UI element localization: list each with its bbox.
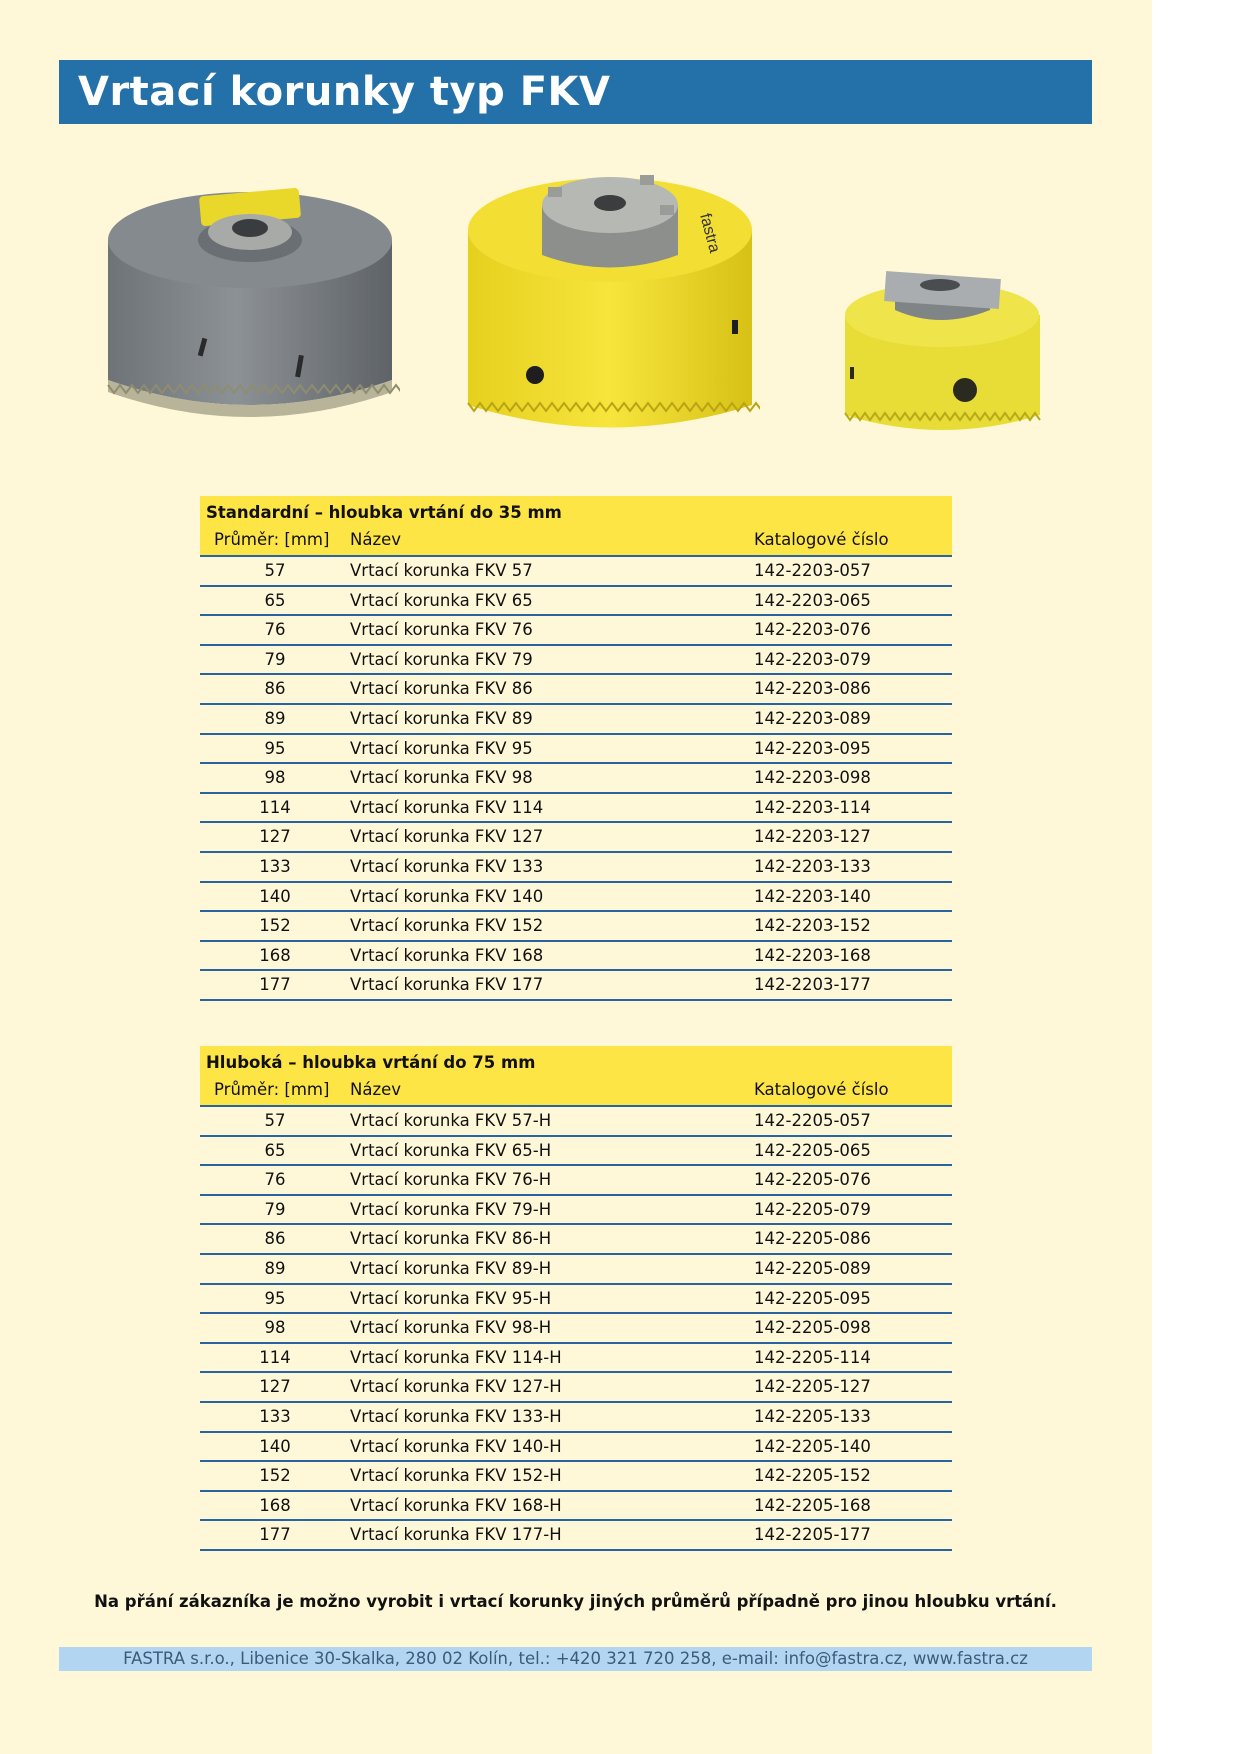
- table-standard: [200, 496, 952, 1001]
- cell-catalog-number: 142-2205-065: [754, 1140, 871, 1160]
- table-deep: [200, 1046, 952, 1551]
- cell-diameter: 86: [264, 1229, 286, 1249]
- table-row: [200, 764, 952, 794]
- cell-name: Vrtací korunka FKV 76: [350, 620, 533, 640]
- cell-name: Vrtací korunka FKV 95: [350, 738, 533, 758]
- cell-name: Vrtací korunka FKV 57-H: [350, 1111, 552, 1130]
- custom-order-note: Na přání zákazníka je možno vyrobit i vrtací korunky jiných průměrů případně pro jinou hloubku vrtání.: [94, 1592, 1057, 1611]
- cell-catalog-number: 142-2203-098: [754, 768, 871, 788]
- cell-catalog-number: 142-2203-086: [754, 679, 871, 699]
- table-row: [200, 1373, 952, 1403]
- table-row: [200, 1285, 952, 1315]
- table-standard-header: [200, 496, 952, 557]
- column-header-catalog: Katalogové číslo: [754, 530, 889, 549]
- gray-holesaw-image: [100, 180, 400, 420]
- fastra-label: fastra: [696, 211, 723, 255]
- cell-catalog-number: 142-2203-133: [754, 856, 871, 876]
- table-row: [200, 705, 952, 735]
- cell-diameter: 133: [259, 856, 291, 876]
- column-header-name: Název: [350, 530, 402, 549]
- cell-name: Vrtací korunka FKV 89: [350, 708, 533, 728]
- cell-diameter: 127: [259, 827, 291, 847]
- page-title: Vrtací korunky typ FKV: [78, 69, 611, 115]
- cell-catalog-number: 142-2203-177: [754, 975, 871, 995]
- cell-diameter: 98: [264, 768, 286, 788]
- cell-diameter: 95: [264, 738, 286, 758]
- cell-diameter: 57: [264, 561, 286, 580]
- table-standard-title: Standardní – hloubka vrtání do 35 mm: [206, 503, 562, 522]
- table-deep-column-headers: [200, 1077, 952, 1105]
- cell-name: Vrtací korunka FKV 177: [350, 975, 544, 995]
- table-row: [200, 883, 952, 913]
- cell-diameter: 76: [264, 1170, 286, 1190]
- title-bar: [59, 60, 1092, 124]
- cell-diameter: 57: [264, 1111, 286, 1130]
- table-row: [200, 1403, 952, 1433]
- cell-name: Vrtací korunka FKV 86: [350, 679, 533, 699]
- table-row: [200, 1344, 952, 1374]
- cell-catalog-number: 142-2203-095: [754, 738, 871, 758]
- table-row: [200, 1433, 952, 1463]
- table-row: [200, 587, 952, 617]
- cell-name: Vrtací korunka FKV 114: [350, 797, 544, 817]
- cell-diameter: 140: [259, 1436, 291, 1456]
- cell-diameter: 177: [259, 1525, 291, 1545]
- cell-catalog-number: 142-2203-152: [754, 916, 871, 936]
- cell-diameter: 152: [259, 916, 291, 936]
- cell-diameter: 95: [264, 1288, 286, 1308]
- yellow-small-holesaw-image: [840, 255, 1045, 445]
- column-header-diameter: Průměr: [mm]: [214, 1080, 330, 1099]
- cell-name: Vrtací korunka FKV 76-H: [350, 1170, 552, 1190]
- cell-name: Vrtací korunka FKV 152: [350, 916, 544, 936]
- cell-name: Vrtací korunka FKV 79: [350, 649, 533, 669]
- cell-diameter: 133: [259, 1406, 291, 1426]
- cell-name: Vrtací korunka FKV 98-H: [350, 1318, 552, 1338]
- table-row: [200, 1255, 952, 1285]
- cell-diameter: 114: [259, 1347, 291, 1367]
- cell-name: Vrtací korunka FKV 133-H: [350, 1406, 562, 1426]
- cell-name: Vrtací korunka FKV 152-H: [350, 1466, 562, 1486]
- cell-catalog-number: 142-2205-076: [754, 1170, 871, 1190]
- cell-name: Vrtací korunka FKV 65: [350, 590, 533, 610]
- column-header-diameter: Průměr: [mm]: [214, 530, 330, 549]
- cell-catalog-number: 142-2203-065: [754, 590, 871, 610]
- cell-name: Vrtací korunka FKV 79-H: [350, 1199, 552, 1219]
- table-row: [200, 646, 952, 676]
- cell-name: Vrtací korunka FKV 168-H: [350, 1495, 562, 1515]
- cell-name: Vrtací korunka FKV 95-H: [350, 1288, 552, 1308]
- cell-catalog-number: 142-2203-114: [754, 797, 871, 817]
- cell-diameter: 114: [259, 797, 291, 817]
- cell-name: Vrtací korunka FKV 114-H: [350, 1347, 562, 1367]
- cell-catalog-number: 142-2205-168: [754, 1495, 871, 1515]
- product-images: [100, 145, 1050, 455]
- cell-catalog-number: 142-2205-177: [754, 1525, 871, 1545]
- cell-catalog-number: 142-2205-079: [754, 1199, 871, 1219]
- cell-diameter: 79: [264, 1199, 286, 1219]
- cell-catalog-number: 142-2205-086: [754, 1229, 871, 1249]
- table-deep-title: Hluboká – hloubka vrtání do 75 mm: [206, 1053, 536, 1072]
- cell-diameter: 127: [259, 1377, 291, 1397]
- cell-name: Vrtací korunka FKV 133: [350, 856, 544, 876]
- table-row: [200, 1521, 952, 1551]
- table-row: [200, 1492, 952, 1522]
- cell-diameter: 65: [264, 1140, 286, 1160]
- table-row: [200, 1225, 952, 1255]
- table-row: [200, 1137, 952, 1167]
- cell-catalog-number: 142-2203-127: [754, 827, 871, 847]
- cell-catalog-number: 142-2205-089: [754, 1258, 871, 1278]
- table-row: [200, 1314, 952, 1344]
- cell-diameter: 65: [264, 590, 286, 610]
- table-row: [200, 794, 952, 824]
- cell-catalog-number: 142-2203-168: [754, 945, 871, 965]
- cell-diameter: 98: [264, 1318, 286, 1338]
- cell-name: Vrtací korunka FKV 177-H: [350, 1525, 562, 1545]
- table-row: [200, 912, 952, 942]
- table-row: [200, 971, 952, 1001]
- table-row: [200, 675, 952, 705]
- cell-name: Vrtací korunka FKV 140: [350, 886, 544, 906]
- cell-catalog-number: 142-2205-098: [754, 1318, 871, 1338]
- cell-name: Vrtací korunka FKV 89-H: [350, 1258, 552, 1278]
- cell-catalog-number: 142-2203-076: [754, 620, 871, 640]
- cell-catalog-number: 142-2203-140: [754, 886, 871, 906]
- column-header-name: Název: [350, 1080, 402, 1099]
- cell-diameter: 168: [259, 1495, 291, 1515]
- cell-catalog-number: 142-2203-089: [754, 708, 871, 728]
- table-row: [200, 853, 952, 883]
- cell-diameter: 152: [259, 1466, 291, 1486]
- cell-diameter: 168: [259, 945, 291, 965]
- cell-name: Vrtací korunka FKV 168: [350, 945, 544, 965]
- cell-catalog-number: 142-2205-133: [754, 1406, 871, 1426]
- cell-diameter: 89: [264, 708, 286, 728]
- cell-name: Vrtací korunka FKV 57: [350, 561, 533, 580]
- table-row: [200, 735, 952, 765]
- cell-catalog-number: 142-2203-079: [754, 649, 871, 669]
- cell-catalog-number: 142-2205-140: [754, 1436, 871, 1456]
- cell-diameter: 140: [259, 886, 291, 906]
- table-deep-header: [200, 1046, 952, 1107]
- cell-name: Vrtací korunka FKV 98: [350, 768, 533, 788]
- table-row: [200, 1107, 952, 1137]
- table-row: [200, 823, 952, 853]
- table-row: [200, 1196, 952, 1226]
- cell-name: Vrtací korunka FKV 65-H: [350, 1140, 552, 1160]
- footer-contact: FASTRA s.r.o., Libenice 30-Skalka, 280 02 Kolín, tel.: +420 321 720 258, e-mail: info@fastra.cz, www.fastra.cz: [59, 1647, 1092, 1671]
- cell-diameter: 177: [259, 975, 291, 995]
- cell-diameter: 86: [264, 679, 286, 699]
- cell-diameter: 79: [264, 649, 286, 669]
- table-row: [200, 1462, 952, 1492]
- cell-name: Vrtací korunka FKV 127: [350, 827, 544, 847]
- table-row: [200, 557, 952, 587]
- cell-catalog-number: 142-2205-057: [754, 1111, 871, 1130]
- cell-catalog-number: 142-2205-095: [754, 1288, 871, 1308]
- cell-catalog-number: 142-2205-127: [754, 1377, 871, 1397]
- table-row: [200, 942, 952, 972]
- table-standard-column-headers: [200, 527, 952, 555]
- column-header-catalog: Katalogové číslo: [754, 1080, 889, 1099]
- cell-diameter: 89: [264, 1258, 286, 1278]
- yellow-deep-holesaw-image: [460, 145, 760, 455]
- table-standard-body: [200, 557, 952, 1001]
- cell-name: Vrtací korunka FKV 127-H: [350, 1377, 562, 1397]
- cell-name: Vrtací korunka FKV 86-H: [350, 1229, 552, 1249]
- table-row: [200, 616, 952, 646]
- cell-diameter: 76: [264, 620, 286, 640]
- cell-catalog-number: 142-2203-057: [754, 561, 871, 580]
- cell-name: Vrtací korunka FKV 140-H: [350, 1436, 562, 1456]
- table-row: [200, 1166, 952, 1196]
- table-deep-body: [200, 1107, 952, 1551]
- cell-catalog-number: 142-2205-152: [754, 1466, 871, 1486]
- cell-catalog-number: 142-2205-114: [754, 1347, 871, 1367]
